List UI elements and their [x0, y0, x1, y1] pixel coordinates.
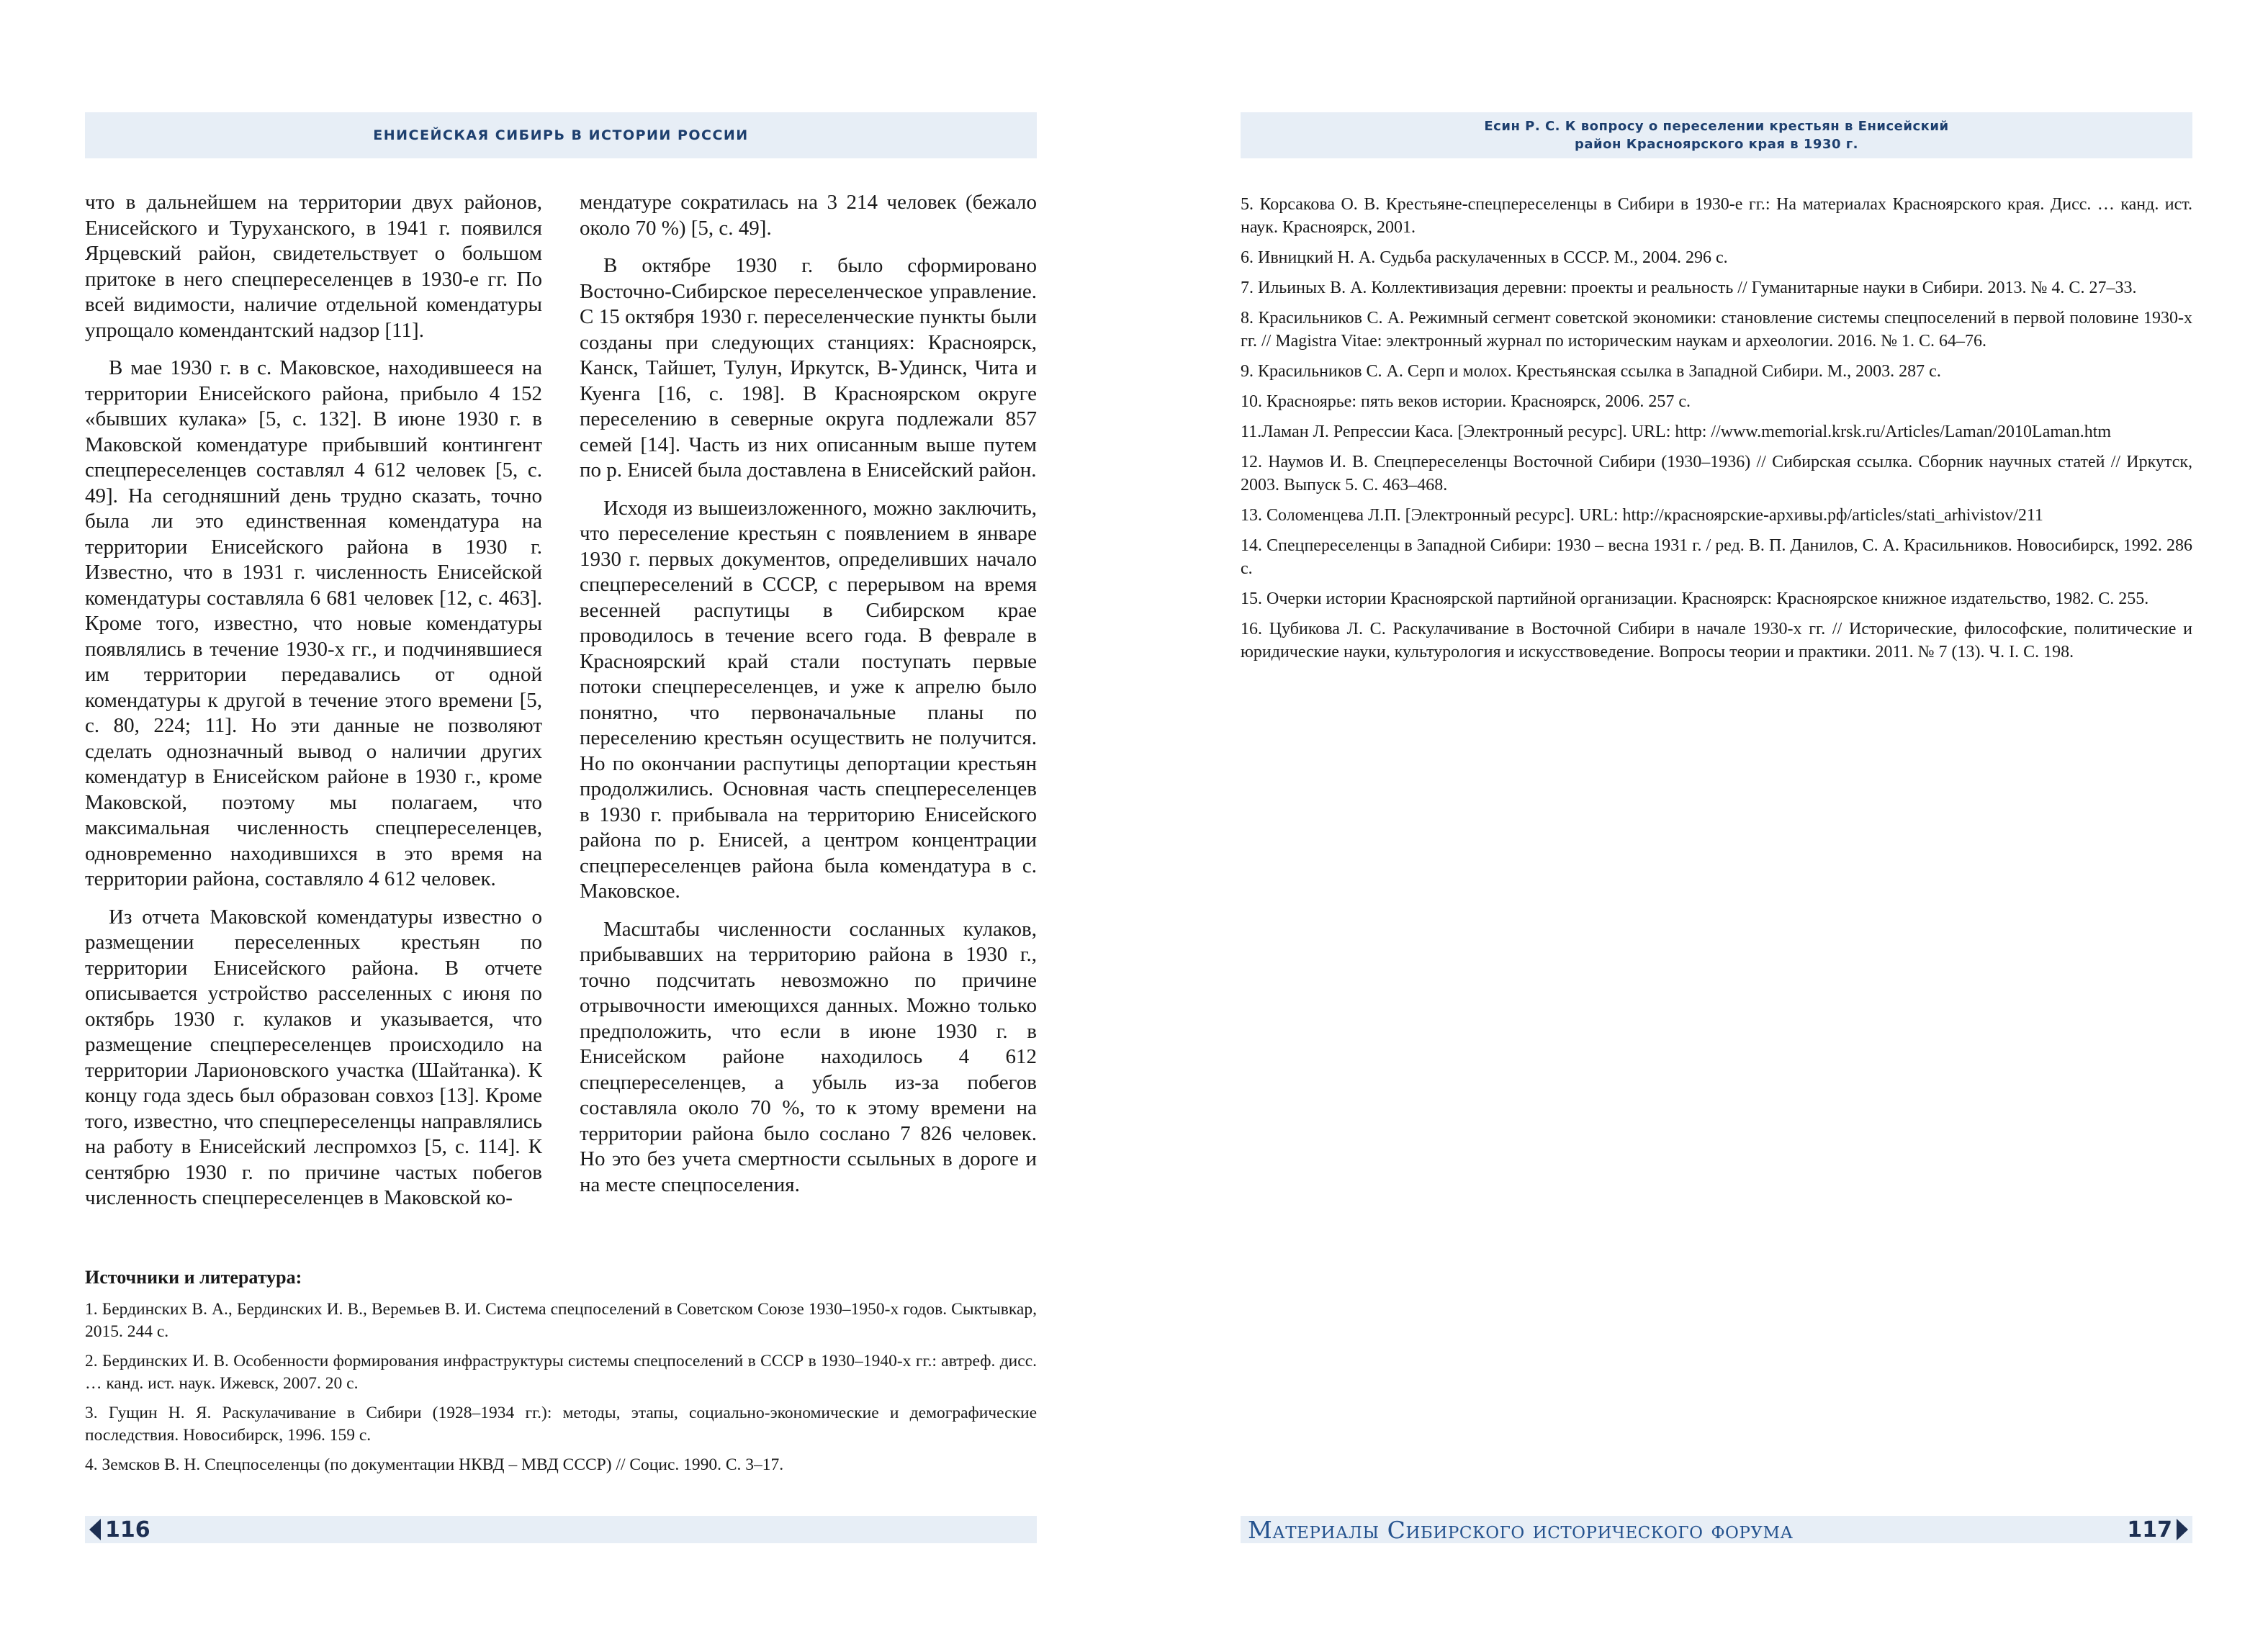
running-header-right [1241, 112, 2192, 158]
journal-title: Материалы Сибирского исторического форума [1248, 1515, 1794, 1544]
references-continued [1241, 193, 2192, 671]
reference-item: 3. Гущин Н. Я. Раскулачивание в Сибири (1928–1934 гг.): методы, этапы, социально-экономические и демографические последствия. Новосибирск, 1996. 159 с. [85, 1404, 1037, 1445]
running-header-line-1: Есин Р. С. К вопросу о переселении крестьян в Енисейский [1484, 119, 1949, 134]
running-header-left [85, 112, 1037, 158]
paragraph: мендатуре сократилась на 3 214 человек (бежало около 70 %) [5, с. 49]. [580, 191, 1037, 240]
reference-item: 14. Спецпереселенцы в Западной Сибири: 1930 – весна 1931 г. / ред. В. П. Данилов, С. А. Красильников. Новосибирск, 1992. 286 с. [1241, 536, 2192, 578]
reference-item: 7. Ильиных В. А. Коллективизация деревни: проекты и реальность // Гуманитарные науки в Сибири. 2013. № 4. С. 27–33. [1241, 279, 2137, 297]
reference-item: 10. Красноярье: пять веков истории. Красноярск, 2006. 257 с. [1241, 392, 1691, 411]
reference-item: 4. Земсков В. Н. Спецпоселенцы (по документации НКВД – МВД СССР) // Социс. 1990. С. 3–17. [85, 1455, 784, 1474]
chevron-left-icon [89, 1519, 101, 1540]
reference-item: 2. Бердинских И. В. Особенности формирования инфраструктуры системы спецпоселений в СССР в 1930–1940-х гг.: автреф. дисс. … канд. ист. наук. Ижевск, 2007. 20 с. [85, 1352, 1037, 1393]
reference-item: 13. Соломенцева Л.П. [Электронный ресурс]. URL: http://красноярские-архивы.рф/articles/stati_arhivistov/211 [1241, 506, 2043, 525]
running-header-text: ЕНИСЕЙСКАЯ СИБИРЬ В ИСТОРИИ РОССИИ [373, 127, 749, 143]
sources-section [85, 1267, 1037, 1483]
running-header-line-2: район Красноярского края в 1930 г. [1575, 137, 1858, 152]
paragraph: Исходя из вышеизложенного, можно заключить, что переселение крестьян с появлением в январе 1930 г. первых документов, определивших начало спецпереселений в СССР, с перерывом на время весенней распутицы в Сибирском крае проводилось в течение всего года. В феврале в Красноярский край стали поступать первые потоки спецпереселенцев, и уже к апрелю было понятно, что первоначальные планы по переселению крестьян осуществить не получится. Но по окончании распутицы депортации крестьян продолжились. Основная часть спецпереселенцев в 1930 г. прибывала на территорию Енисейского района по р. Енисей, а центром концентрации спецпереселенцев района была комендатура в с. Маковское. [580, 496, 1037, 903]
chevron-right-icon [2177, 1519, 2188, 1540]
reference-item: 8. Красильников С. А. Режимный сегмент советской экономики: становление системы спецпоселений в первой половине 1930-х гг. // Magistra Vitae: электронный журнал по историческим наукам и археологии. 2016. № 1. С. 64–76. [1241, 309, 2192, 351]
reference-item: 5. Корсакова О. В. Крестьяне-спецпереселенцы в Сибири в 1930-е гг.: На материалах Красноярского края. Дисс. … канд. ист. наук. Красноярск, 2001. [1241, 195, 2192, 237]
footer-left [85, 1516, 1037, 1543]
sources-heading: Источники и литература: [85, 1267, 302, 1288]
column-2 [580, 190, 1037, 1255]
footer-right [1241, 1516, 2192, 1543]
reference-item: 15. Очерки истории Красноярской партийной организации. Красноярск: Красноярское книжное издательство, 1982. С. 255. [1241, 590, 2149, 608]
reference-item: 9. Красильников С. А. Серп и молох. Крестьянская ссылка в Западной Сибири. М., 2003. 287 с. [1241, 362, 1941, 381]
body-columns [85, 190, 1037, 1255]
reference-item: 11.Ламан Л. Репрессии Каса. [Электронный ресурс]. URL: http: //www.memorial.krsk.ru/Articles/Laman/2010Laman.htm [1241, 423, 2112, 441]
paragraph: В октябре 1930 г. было сформировано Восточно-Сибирское переселенческое управление. С 15 октября 1930 г. переселенческие пункты были созданы при следующих станциях: Красноярск, Канск, Тайшет, Тулун, Иркутск, В-Удинск, Чита и Куенга [16, с. 198]. В Красноярском округе переселению в северные округа подлежали 857 семей [14]. Часть из них описанным выше путем по р. Енисей была доставлена в Енисейский район. [580, 254, 1037, 482]
right-page [1134, 0, 2268, 1644]
page-number-text: 117 [2127, 1517, 2172, 1543]
reference-item: 1. Бердинских В. А., Бердинских И. В., Веремьев В. И. Система спецпоселений в Советском Союзе 1930–1950-х годов. Сыктывкар, 2015. 244 с. [85, 1300, 1037, 1341]
column-1 [85, 190, 542, 1255]
page-number-text: 116 [105, 1517, 150, 1543]
paragraph: что в дальнейшем на территории двух районов, Енисейского и Туруханского, в 1941 г. появился Ярцевский район, свидетельствует о большом притоке в него спецпереселенцев в 1930-е гг. По всей видимости, наличие отдельной комендатуры упрощало комендантский надзор [11]. [85, 191, 542, 342]
paragraph: В мае 1930 г. в с. Маковское, находившееся на территории Енисейского района, прибыло 4 152 «бывших кулака» [5, с. 132]. В июне 1930 г. в Маковской комендатуре прибывший контингент спецпереселенцев составлял 4 612 человек [5, с. 49]. На сегодняшний день трудно сказать, точно была ли это единственная комендатура на территории Енисейского района в 1930 г. Известно, что в 1931 г. численность Енисейской комендатуры составляла 6 681 человек [12, с. 463]. Кроме того, известно, что новые комендатуры появлялись в течение 1930-х гг., и подчинявшиеся им территории передавались от одной комендатуры к другой в течение этого времени [5, с. 80, 224; 11]. Но эти данные не позволяют сделать однозначный вывод о наличии других комендатур в Енисейском районе в 1930 г., кроме Маковской, поэтому мы полагаем, что максимальная численность спецпереселенцев, одновременно находившихся в это время на территории района, составляло 4 612 человек. [85, 356, 542, 890]
reference-item: 12. Наумов И. В. Спецпереселенцы Восточной Сибири (1930–1936) // Сибирская ссылка. Сборник научных статей // Иркутск, 2003. Выпуск 5. С. 463–468. [1241, 453, 2192, 494]
page-number-right [2127, 1517, 2192, 1543]
reference-item: 16. Цубикова Л. С. Раскулачивание в Восточной Сибири в начале 1930-х гг. // Исторические, философские, политические и юридические науки, культурология и искусствоведение. Вопросы теории и практики. 2011. № 7 (13). Ч. I. С. 198. [1241, 620, 2192, 661]
paragraph: Из отчета Маковской комендатуры известно о размещении переселенных крестьян по территории Енисейского района. В отчете описывается устройство расселенных с июня по октябрь 1930 г. кулаков и указывается, что размещение спецпереселенцев происходило на территории Ларионовского участка (Шайтанка). К концу года здесь был образован совхоз [13]. Кроме того, известно, что спецпереселенцы направлялись на работу в Енисейский леспромхоз [5, с. 114]. К сентябрю 1930 г. по причине частых побегов численность спецпереселенцев в Маковской ко- [85, 905, 542, 1209]
paragraph: Масштабы численности сосланных кулаков, прибывавших на территорию района в 1930 г., точно подсчитать невозможно по причине отрывочности имеющихся данных. Можно только предположить, что если в июне 1930 г. в Енисейском районе находилось 4 612 спецпереселенцев, а убыль из-за побегов составляла около 70 %, то к этому времени на территории района было сослано 7 826 человек. Но это без учета смертности ссыльных в дороге и на месте спецпоселения. [580, 917, 1037, 1196]
reference-item: 6. Ивницкий Н. А. Судьба раскулаченных в СССР. М., 2004. 296 с. [1241, 248, 1728, 267]
page-number-left [85, 1517, 150, 1543]
